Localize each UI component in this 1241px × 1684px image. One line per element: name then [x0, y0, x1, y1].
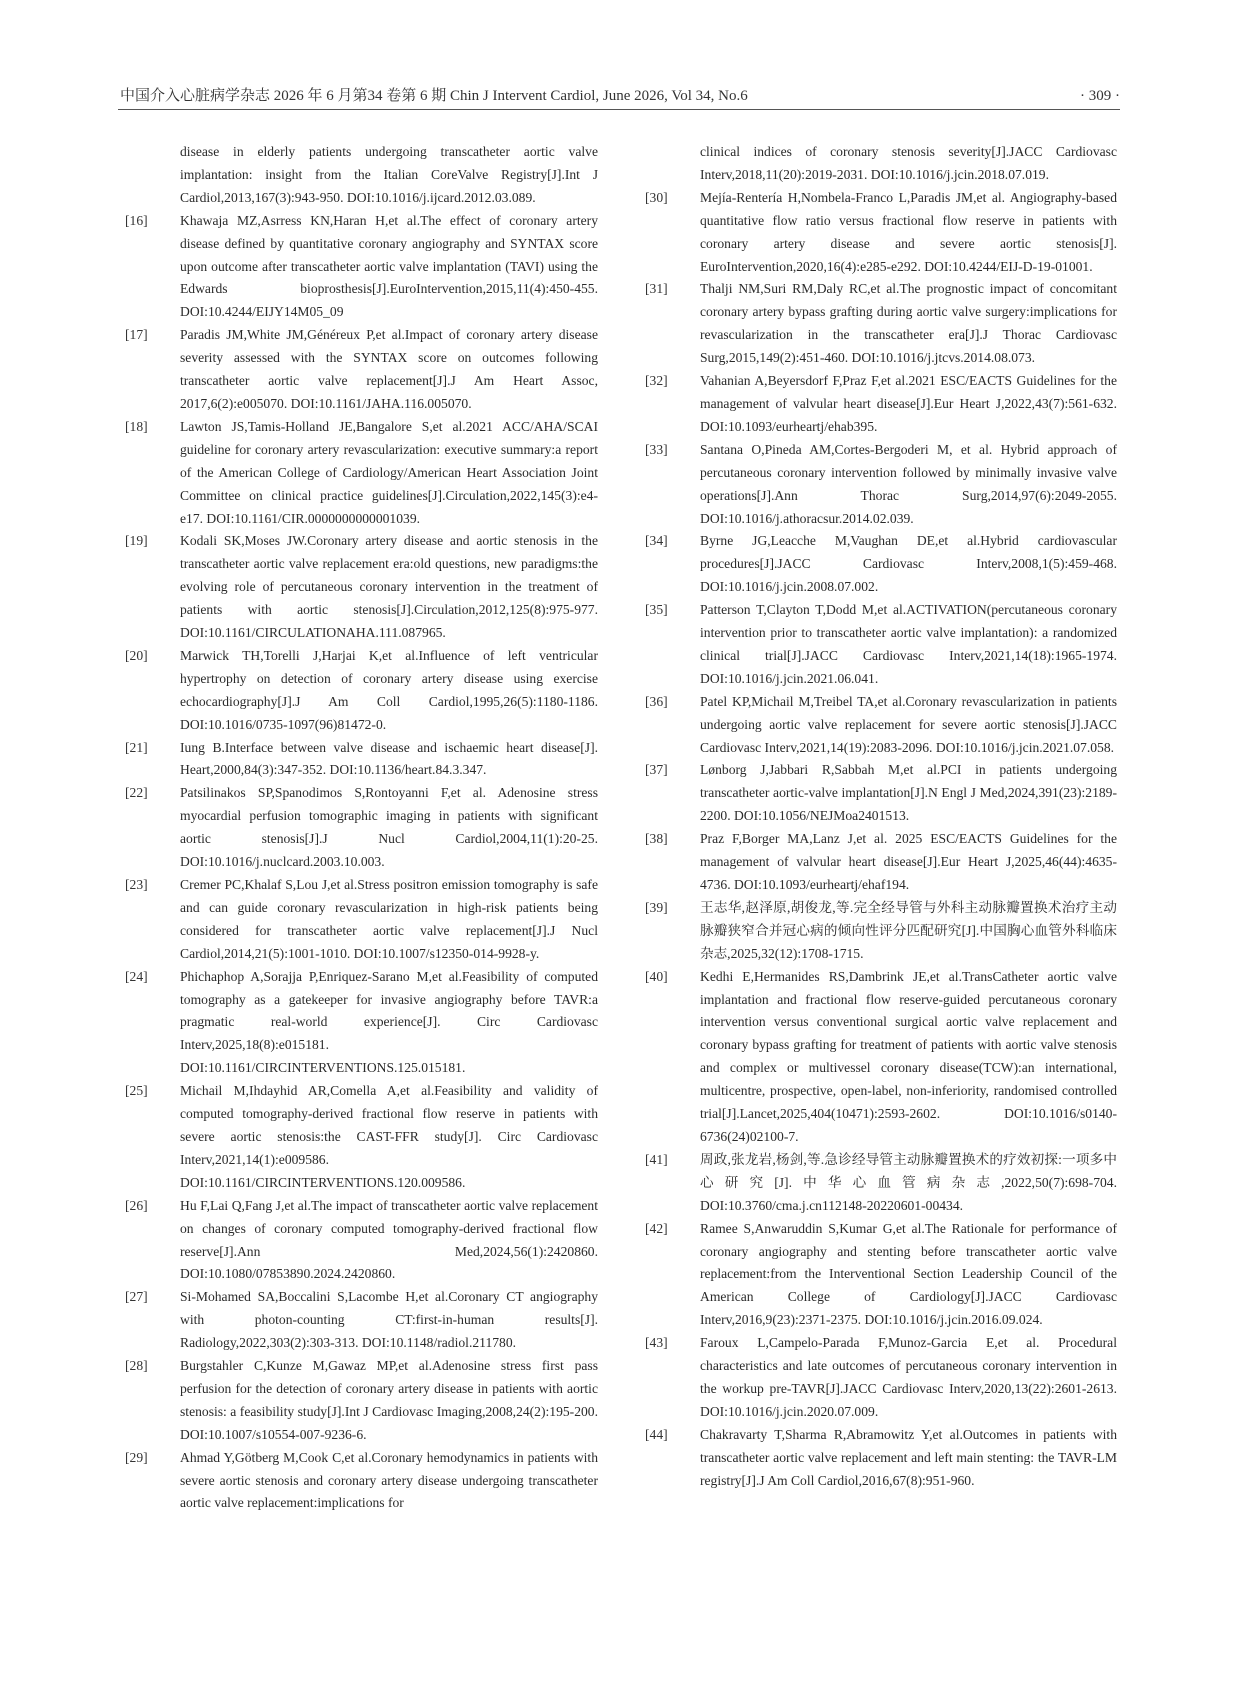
reference-text: disease in elderly patients undergoing transcatheter aortic valve implantation: insight from the Italian CoreValve Registry[J].Int J Cardiol,2013,167(3):943-950. DOI:10.1016/j.ijcard.2012.03.089. — [180, 144, 598, 205]
reference-number: [44] — [645, 1426, 668, 1442]
reference-number: [22] — [125, 785, 148, 801]
reference-text: Si-Mohamed SA,Boccalini S,Lacombe H,et al.Coronary CT angiography with photon-counting CT:first-in-human results[J]. Radiology,2022,303(2):303-313. DOI:10.1148/radiol.211780. — [180, 1289, 598, 1351]
reference-text: Phichaphop A,Sorajja P,Enriquez-Sarano M,et al.Feasibility of computed tomography as a gatekeeper for invasive angiography before TAVR:a pragmatic real-world experience[J]. Circ Cardiovasc Interv,2025,18(8):e015181. DOI:10.1161/CIRCINTERVENTIONS.125.015181. — [180, 968, 598, 1076]
reference-item — [125, 737, 598, 783]
reference-number: [28] — [125, 1358, 148, 1374]
reference-number: [30] — [645, 189, 668, 205]
reference-number: [37] — [645, 762, 668, 778]
reference-text: Praz F,Borger MA,Lanz J,et al. 2025 ESC/EACTS Guidelines for the management of valvular heart disease[J].Eur Heart J,2025,46(44):4635-4736. DOI:10.1093/eurheartj/ehaf194. — [700, 831, 1117, 892]
reference-item — [125, 210, 598, 325]
reference-item — [125, 416, 598, 531]
reference-item — [125, 530, 598, 645]
reference-text: Burgstahler C,Kunze M,Gawaz MP,et al.Adenosine stress first pass perfusion for the detection of coronary artery disease in patients with aortic stenosis: a feasibility study[J].Int J Cardiovasc Imaging,2008,24(2):195-200. DOI:10.1007/s10554-007-9236-6. — [180, 1358, 598, 1442]
reference-text: Thalji NM,Suri RM,Daly RC,et al.The prognostic impact of concomitant coronary artery bypass grafting during aortic valve surgery:implications for revascularization in the transcatheter era[J].J Thorac Cardiovasc Surg,2015,149(2):451-460. DOI:10.1016/j.jtcvs.2014.08.073. — [700, 281, 1117, 366]
reference-item — [645, 370, 1117, 439]
reference-item — [645, 1424, 1117, 1493]
reference-text: Paradis JM,White JM,Généreux P,et al.Impact of coronary artery disease severity assessed with the SYNTAX score on outcomes following transcatheter aortic valve replacement[J].J Am Heart Assoc, 2017,6(2):e005070. DOI:10.1161/JAHA.116.005070. — [180, 327, 598, 411]
reference-number: [27] — [125, 1289, 148, 1305]
reference-text: Kedhi E,Hermanides RS,Dambrink JE,et al.TransCatheter aortic valve implantation and fractional flow reserve-guided percutaneous coronary intervention versus conventional surgical aortic valve replacement and coronary bypass grafting for treatment of patients with aortic valve stenosis and complex or multivessel coronary disease(TCW):an international, multicentre, prospective, open-label, non-inferiority, randomised controlled trial[J].Lancet,2025,404(10471):2593-2602. DOI:10.1016/s0140-6736(24)02100-7. — [700, 968, 1117, 1144]
reference-item — [645, 759, 1117, 828]
reference-text: Patterson T,Clayton T,Dodd M,et al.ACTIVATION(percutaneous coronary intervention prior to transcatheter aortic valve implantation): a randomized clinical trial[J].JACC Cardiovasc Interv,2021,14(18):1965-1974. DOI:10.1016/j.jcin.2021.06.041. — [700, 602, 1117, 686]
reference-number: [34] — [645, 533, 668, 549]
reference-item — [125, 1286, 598, 1355]
reference-item — [125, 1355, 598, 1447]
reference-item — [125, 1447, 598, 1516]
reference-continuation — [125, 141, 598, 210]
reference-item — [125, 1195, 598, 1287]
reference-number: [24] — [125, 968, 148, 984]
reference-item — [125, 1080, 598, 1195]
reference-number: [29] — [125, 1449, 148, 1465]
reference-text: Byrne JG,Leacche M,Vaughan DE,et al.Hybrid cardiovascular procedures[J].JACC Cardiovasc Interv,2008,1(5):459-468. DOI:10.1016/j.jcin.2008.07.002. — [700, 533, 1117, 595]
reference-item — [645, 187, 1117, 279]
left-column — [125, 141, 598, 1515]
reference-text: Faroux L,Campelo-Parada F,Munoz-Garcia E,et al. Procedural characteristics and late outcomes of percutaneous coronary intervention in the workup pre-TAVR[J].JACC Cardiovasc Interv,2020,13(22):2601-2613. DOI:10.1016/j.jcin.2020.07.009. — [700, 1335, 1117, 1419]
reference-number: [38] — [645, 831, 668, 847]
reference-text: Santana O,Pineda AM,Cortes-Bergoderi M, et al. Hybrid approach of percutaneous coronary intervention followed by minimally invasive valve operations[J].Ann Thorac Surg,2014,97(6):2049-2055. DOI:10.1016/j.athoracsur.2014.02.039. — [700, 441, 1117, 526]
reference-number: [20] — [125, 647, 148, 663]
reference-text: Lawton JS,Tamis-Holland JE,Bangalore S,et al.2021 ACC/AHA/SCAI guideline for coronary artery revascularization: executive summary:a report of the American College of Cardiology/American Heart Association Joint Committee on clinical practice guidelines[J].Circulation,2022,145(3):e4-e17. DOI:10.1161/CIR.0000000000001039. — [180, 418, 598, 526]
reference-text: Cremer PC,Khalaf S,Lou J,et al.Stress positron emission tomography is safe and can guide coronary revascularization in high-risk patients being considered for transcatheter aortic valve replacement[J].J Nucl Cardiol,2014,21(5):1001-1010. DOI:10.1007/s12350-014-9928-y. — [180, 877, 598, 961]
reference-item — [645, 599, 1117, 691]
reference-number: [25] — [125, 1083, 148, 1099]
reference-item — [125, 324, 598, 416]
reference-text: Ramee S,Anwaruddin S,Kumar G,et al.The Rationale for performance of coronary angiography and stenting before transcatheter aortic valve replacement:from the Interventional Section Leadership Council of the American College of Cardiology[J].JACC Cardiovasc Interv,2016,9(23):2371-2375. DOI:10.1016/j.jcin.2016.09.024. — [700, 1220, 1117, 1328]
reference-item — [125, 874, 598, 966]
reference-item — [645, 530, 1117, 599]
reference-number: [23] — [125, 877, 148, 892]
reference-item — [645, 1149, 1117, 1218]
reference-number: [35] — [645, 602, 668, 618]
reference-text: Michail M,Ihdayhid AR,Comella A,et al.Feasibility and validity of computed tomography-derived fractional flow reserve in patients with severe aortic stenosis:the CAST-FFR study[J]. Circ Cardiovasc Interv,2021,14(1):e009586. DOI:10.1161/CIRCINTERVENTIONS.120.009586. — [180, 1083, 598, 1190]
journal-citation: 中国介入心脏病学杂志 2026 年 6 月第34 卷第 6 期 Chin J Intervent Cardiol, June 2026, Vol 34, No.6 — [120, 88, 748, 104]
reference-number: [41] — [645, 1151, 668, 1167]
reference-number: [17] — [125, 327, 148, 343]
reference-number: [16] — [125, 212, 148, 228]
reference-text: Vahanian A,Beyersdorf F,Praz F,et al.2021 ESC/EACTS Guidelines for the management of valvular heart disease[J].Eur Heart J,2022,43(7):561-632. DOI:10.1093/eurheartj/ehab395. — [700, 373, 1117, 434]
reference-number: [43] — [645, 1335, 668, 1351]
reference-list-right — [645, 187, 1117, 1493]
header-divider — [118, 109, 1120, 110]
reference-text: 周政,张龙岩,杨剑,等.急诊经导管主动脉瓣置换术的疗效初探:一项多中心研究[J].中华心血管病杂志,2022,50(7):698-704. DOI:10.3760/cma.j.cn112148-20220601-00434. — [700, 1151, 1117, 1213]
reference-number: [31] — [645, 281, 668, 297]
reference-item — [645, 439, 1117, 531]
right-column — [645, 141, 1117, 1492]
reference-text: Iung B.Interface between valve disease and ischaemic heart disease[J]. Heart,2000,84(3):347-352. DOI:10.1136/heart.84.3.347. — [180, 739, 598, 778]
reference-number: [19] — [125, 533, 148, 549]
reference-number: [33] — [645, 441, 668, 457]
reference-text: Patel KP,Michail M,Treibel TA,et al.Coronary revascularization in patients undergoing aortic valve replacement for severe aortic stenosis[J].JACC Cardiovasc Interv,2021,14(19):2083-2096. DOI:10.1016/j.jcin.2021.07.058. — [700, 693, 1117, 755]
reference-text: Khawaja MZ,Asrress KN,Haran H,et al.The effect of coronary artery disease defined by quantitative coronary angiography and SYNTAX score upon outcome after transcatheter aortic valve implantation (TAVI) using the Edwards bioprosthesis[J].EuroIntervention,2015,11(4):450-455. DOI:10.4244/EIJY14M05_09 — [180, 212, 598, 320]
reference-item — [645, 1218, 1117, 1333]
reference-item — [125, 782, 598, 874]
reference-text: Kodali SK,Moses JW.Coronary artery disease and aortic stenosis in the transcatheter aortic valve replacement era:old questions, new paradigms:the evolving role of percutaneous coronary intervention in the treatment of patients with aortic stenosis[J].Circulation,2012,125(8):975-977. DOI:10.1161/CIRCULATIONAHA.111.087965. — [180, 533, 598, 641]
reference-item — [645, 897, 1117, 966]
reference-text: Patsilinakos SP,Spanodimos S,Rontoyanni F,et al. Adenosine stress myocardial perfusion tomographic imaging in patients with significant aortic stenosis[J].J Nucl Cardiol,2004,11(1):20-25. DOI:10.1016/j.nuclcard.2003.10.003. — [180, 785, 598, 870]
reference-list-left — [125, 210, 598, 1516]
reference-number: [40] — [645, 968, 668, 984]
reference-text: Marwick TH,Torelli J,Harjai K,et al.Influence of left ventricular hypertrophy on detection of coronary artery disease using exercise echocardiography[J].J Am Coll Cardiol,1995,26(5):1180-1186. DOI:10.1016/0735-1097(96)81472-0. — [180, 647, 598, 732]
reference-item — [125, 645, 598, 737]
reference-text: Chakravarty T,Sharma R,Abramowitz Y,et al.Outcomes in patients with transcatheter aortic valve replacement and left main stenting: the TAVR-LM registry[J].J Am Coll Cardiol,2016,67(8):951-960. — [700, 1426, 1117, 1488]
reference-text: 王志华,赵泽原,胡俊龙,等.完全经导管与外科主动脉瓣置换术治疗主动脉瓣狭窄合并冠心病的倾向性评分匹配研究[J].中国胸心血管外科临床杂志,2025,32(12):1708-1715. — [700, 899, 1117, 961]
reference-number: [21] — [125, 739, 148, 755]
reference-number: [39] — [645, 899, 668, 915]
page-number: · 309 · — [1080, 88, 1120, 104]
reference-number: [18] — [125, 418, 148, 434]
reference-number: [36] — [645, 693, 668, 709]
reference-continuation — [645, 141, 1117, 187]
reference-number: [26] — [125, 1197, 148, 1213]
reference-item — [645, 278, 1117, 370]
reference-item — [125, 966, 598, 1081]
reference-number: [32] — [645, 373, 668, 389]
reference-text: Ahmad Y,Götberg M,Cook C,et al.Coronary hemodynamics in patients with severe aortic stenosis and coronary artery disease undergoing transcatheter aortic valve replacement:implications for — [180, 1449, 598, 1511]
reference-text: clinical indices of coronary stenosis severity[J].JACC Cardiovasc Interv,2018,11(20):2019-2031. DOI:10.1016/j.jcin.2018.07.019. — [700, 144, 1117, 182]
reference-text: Lønborg J,Jabbari R,Sabbah M,et al.PCI in patients undergoing transcatheter aortic-valve implantation[J].N Engl J Med,2024,391(23):2189-2200. DOI:10.1056/NEJMoa2401513. — [700, 762, 1117, 824]
reference-item — [645, 966, 1117, 1149]
reference-item — [645, 691, 1117, 760]
reference-number: [42] — [645, 1220, 668, 1236]
reference-item — [645, 828, 1117, 897]
reference-text: Hu F,Lai Q,Fang J,et al.The impact of transcatheter aortic valve replacement on changes of coronary computed tomography-derived fractional flow reserve[J].Ann Med,2024,56(1):2420860. DOI:10.1080/07853890.2024.2420860. — [180, 1197, 598, 1282]
reference-item — [645, 1332, 1117, 1424]
reference-text: Mejía-Rentería H,Nombela-Franco L,Paradis JM,et al. Angiography-based quantitative flow ratio versus fractional flow reserve in patients with coronary artery disease and severe aortic stenosis[J]. EuroIntervention,2020,16(4):e285-e292. DOI:10.4244/EIJ-D-19-01001. — [700, 189, 1117, 274]
running-header — [120, 84, 1120, 108]
